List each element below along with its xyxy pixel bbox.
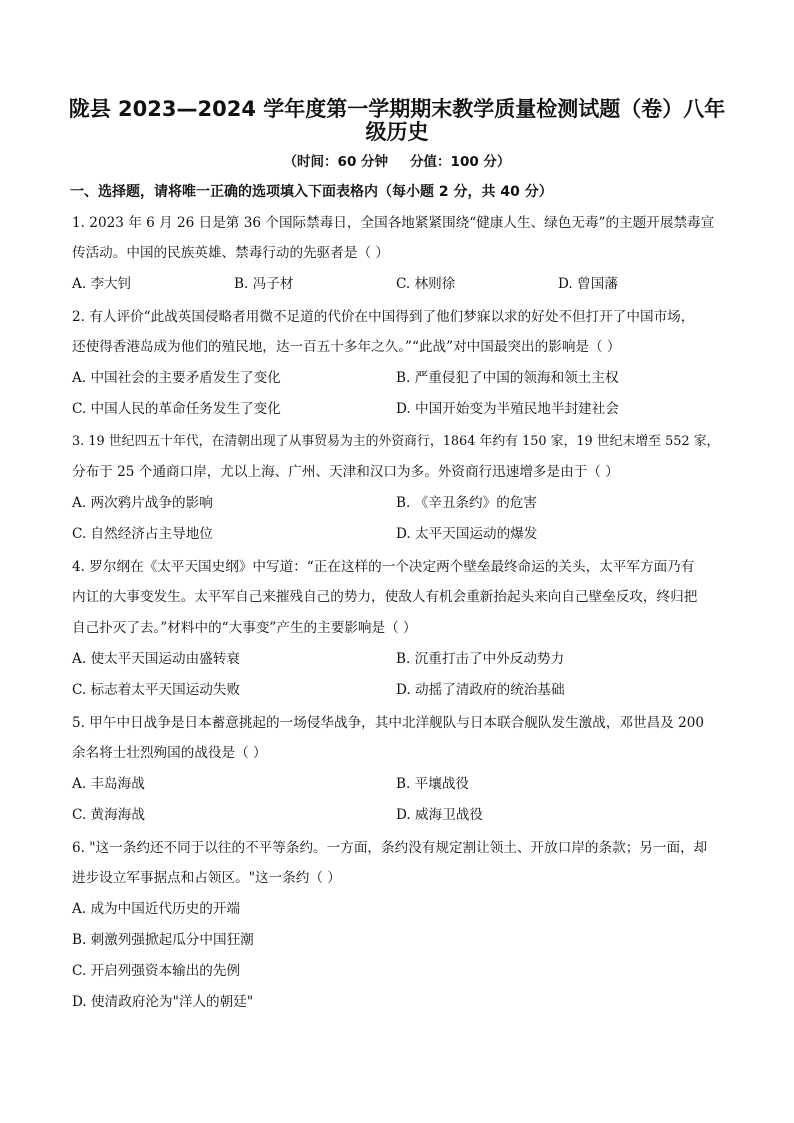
exam-title-line1: 陇县 2023—2024 学年度第一学期期末教学质量检测试题（卷）八年 bbox=[68, 97, 726, 121]
question-5-option-c: C. 黄海海战 bbox=[72, 807, 145, 823]
question-2-stem-line2: 还使得香港岛成为他们的殖民地，达一百五十多年之久。”“此战”对中国最突出的影响是（ ） bbox=[72, 339, 621, 355]
question-4-stem-line3: 自己扑灭了去。”材料中的“大事变”产生的主要影响是（ ） bbox=[72, 620, 417, 636]
question-1-option-a: A. 李大钊 bbox=[72, 276, 132, 292]
question-4-option-c: C. 标志着太平天国运动失败 bbox=[72, 682, 241, 698]
question-5-stem-line2: 余名将士壮烈殉国的战役是（ ） bbox=[72, 745, 267, 761]
question-4-stem-line2: 内讧的大事变发生。太平军自己来摧残自己的势力，使敌人有机会重新抬起头来向自己壁垒反攻，终归把 bbox=[72, 589, 698, 605]
question-6-option-a: A. 成为中国近代历史的开端 bbox=[72, 901, 240, 917]
exam-title-line2: 级历史 bbox=[365, 120, 429, 144]
question-3-option-d: D. 太平天国运动的爆发 bbox=[396, 526, 538, 542]
question-4-option-b: B. 沉重打击了中外反动势力 bbox=[396, 651, 565, 667]
question-6-option-c: C. 开启列强资本输出的先例 bbox=[72, 963, 241, 979]
question-3-option-b: B. 《辛丑条约》的危害 bbox=[396, 495, 537, 511]
question-6-stem-line2: 进步设立军事据点和占领区。"这一条约（ ） bbox=[72, 870, 341, 886]
question-1-option-b: B. 冯子材 bbox=[234, 276, 294, 292]
question-6-stem-line1: 6. "这一条约还不同于以往的不平等条约。一方面，条约没有规定割让领土、开放口岸的条款；另一面，却 bbox=[72, 840, 708, 856]
question-5-stem-line1: 5. 甲午中日战争是日本蓄意挑起的一场侵华战争，其中北洋舰队与日本联合舰队发生激战，邓世昌及 200 bbox=[72, 715, 705, 731]
question-5-option-b: B. 平壤战役 bbox=[396, 776, 470, 792]
question-6-option-d: D. 使清政府沦为"洋人的朝廷" bbox=[72, 994, 254, 1010]
question-4-stem-line1: 4. 罗尔纲在《太平天国史纲》中写道：“正在这样的一个决定两个壁垒最终命运的关头，太平军方面乃有 bbox=[72, 559, 695, 575]
question-5-option-d: D. 威海卫战役 bbox=[396, 807, 484, 823]
total-score: 分值：100 分） bbox=[410, 154, 511, 170]
question-4-option-a: A. 使太平天国运动由盛转衰 bbox=[72, 651, 240, 667]
question-2-option-c: C. 中国人民的革命任务发生了变化 bbox=[72, 401, 281, 417]
question-1-option-c: C. 林则徐 bbox=[396, 276, 456, 292]
question-4-option-d: D. 动摇了清政府的统治基础 bbox=[396, 682, 565, 698]
question-1-option-d: D. 曾国藩 bbox=[558, 276, 618, 292]
question-3-option-c: C. 自然经济占主导地位 bbox=[72, 526, 213, 542]
time-limit: （时间：60 分钟 bbox=[283, 154, 389, 170]
question-2-option-d: D. 中国开始变为半殖民地半封建社会 bbox=[396, 401, 619, 417]
question-1-stem-line2: 传活动。中国的民族英雄、禁毒行动的先驱者是（ ） bbox=[72, 245, 389, 261]
question-5-option-a: A. 丰岛海战 bbox=[72, 776, 145, 792]
question-2-stem-line1: 2. 有人评价“此战英国侵略者用微不足道的代价在中国得到了他们梦寐以求的好处不但打开了中国市场， bbox=[72, 309, 695, 325]
question-2-option-b: B. 严重侵犯了中国的领海和领土主权 bbox=[396, 370, 619, 386]
question-3-stem-line1: 3. 19 世纪四五十年代，在清朝出现了从事贸易为主的外资商行，1864 年约有 150 家，19 世纪末增至 552 家， bbox=[72, 434, 720, 449]
question-3-stem-line2: 分布于 25 个通商口岸，尤以上海、广州、天津和汉口为多。外资商行迅速增多是由于（ ） bbox=[72, 464, 619, 480]
question-6-option-b: B. 刺激列强掀起瓜分中国狂潮 bbox=[72, 932, 254, 948]
question-3-option-a: A. 两次鸦片战争的影响 bbox=[72, 495, 213, 511]
exam-subtitle bbox=[60, 150, 734, 170]
question-1-stem-line1: 1. 2023 年 6 月 26 日是第 36 个国际禁毒日，全国各地紧紧围绕“健康人生、绿色无毒”的主题开展禁毒宣 bbox=[72, 215, 715, 231]
question-2-option-a: A. 中国社会的主要矛盾发生了变化 bbox=[72, 370, 281, 386]
section-heading: 一、选择题，请将唯一正确的选项填入下面表格内（每小题 2 分，共 40 分） bbox=[70, 184, 553, 200]
